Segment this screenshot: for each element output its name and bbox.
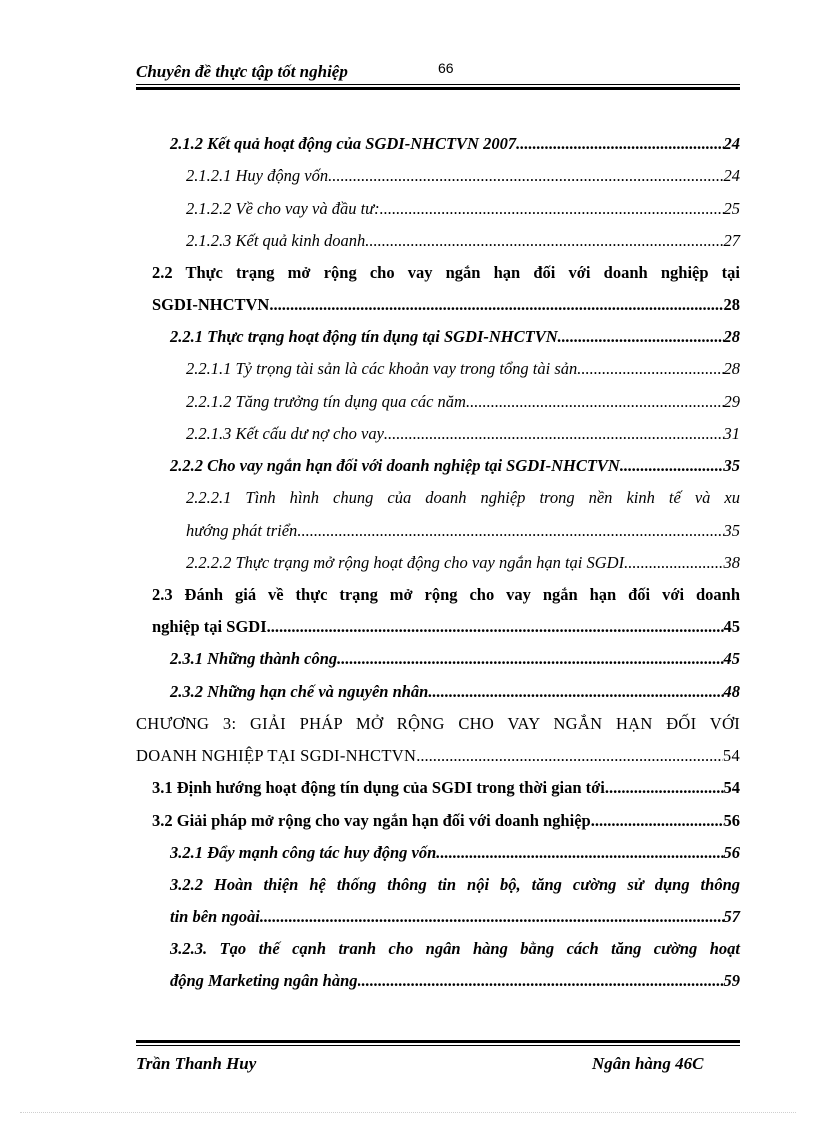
toc-leader: [264, 902, 724, 932]
toc-page: 45: [723, 649, 740, 668]
footer-rule-thick: [136, 1040, 740, 1043]
toc-entry-2-2-2-1[interactable]: [186, 516, 740, 546]
toc-entry-2-2-1-3[interactable]: [186, 419, 740, 449]
toc-leader: [624, 451, 724, 481]
header-page-number: 66: [438, 60, 454, 76]
toc-entry-2-2-1-1[interactable]: [186, 354, 740, 384]
toc-page: 54: [722, 746, 740, 765]
toc-page: 54: [723, 778, 740, 797]
toc-entry-2-2-1[interactable]: [170, 322, 740, 352]
toc-entry-3-2-1[interactable]: [170, 838, 740, 868]
toc-leader: [341, 644, 723, 674]
header-title: Chuyên đề thực tập tốt nghiệp: [136, 62, 348, 81]
toc-page: 56: [723, 811, 740, 830]
toc-label: 3.2 Giải pháp mở rộng cho vay ngắn hạn đối với doanh nghiệp.: [152, 811, 595, 830]
toc-label: nghiệp tại SGDI.: [152, 617, 271, 636]
toc-label: 2.2.1.2 Tăng trưởng tín dụng qua các năm: [186, 392, 466, 411]
toc-label: DOANH NGHIỆP TẠI SGDI-NHCTVN: [136, 746, 417, 765]
toc-label: 2.1.2.3 Kết quả kinh doanh.: [186, 231, 370, 250]
toc-leader: [380, 194, 724, 224]
toc-leader: [466, 387, 724, 417]
toc-entry-2-3-2[interactable]: [170, 677, 740, 707]
toc-entry-3-1[interactable]: [152, 773, 740, 803]
toc-entry-2-2[interactable]: [152, 290, 740, 320]
toc-leader: [595, 806, 724, 836]
toc-entry-2-2-2-2[interactable]: [186, 548, 740, 578]
toc-entry-2-1-2-2[interactable]: [186, 194, 740, 224]
toc-entry-2-2-1-2[interactable]: [186, 387, 740, 417]
page-bottom-border: [20, 1112, 796, 1113]
toc-entry-2-3-line1[interactable]: 2.3 Đánh giá về thực trạng mở rộng cho vay ngắn hạn đối với doanh: [152, 585, 740, 604]
toc-leader: [624, 548, 723, 578]
toc-label: 3.1 Định hướng hoạt động tín dụng của SGDI trong thời gian tới: [152, 778, 605, 797]
toc-page: 28: [723, 359, 740, 378]
toc-entry-3-2-2[interactable]: [170, 902, 740, 932]
toc-label: 3.2.1 Đẩy mạnh công tác huy động vốn.: [170, 843, 441, 862]
toc-label: 2.2.1.1 Tỷ trọng tài sản là các khoản vay trong tổng tài sản: [186, 359, 578, 378]
toc-entry-chapter-3-line1[interactable]: CHƯƠNG 3: GIẢI PHÁP MỞ RỘNG CHO VAY NGẮN HẠN ĐỐI VỚI: [136, 714, 740, 733]
toc-page: 35: [723, 521, 740, 540]
toc-label: 2.2.1.3 Kết cấu dư nợ cho vay: [186, 424, 384, 443]
header-rule-thin: [136, 84, 740, 85]
footer-author: Trần Thanh Huy: [136, 1054, 257, 1073]
toc-page: 28: [723, 295, 740, 314]
toc-page: 48: [723, 682, 740, 701]
toc-entry-2-2-2[interactable]: [170, 451, 740, 481]
toc-leader: [273, 290, 723, 320]
toc-page: 27: [723, 231, 740, 250]
toc-label: 2.3.2 Những hạn chế và nguyên nhân: [170, 682, 429, 701]
toc-page: 56: [723, 843, 740, 862]
toc-leader: [369, 226, 723, 256]
toc-entry-2-3-1[interactable]: [170, 644, 740, 674]
toc-page: 25: [723, 199, 740, 218]
toc-page: 28: [723, 327, 740, 346]
toc-label: 2.2.2 Cho vay ngắn hạn đối với doanh nghiệp tại SGDI-NHCTVN.: [170, 456, 624, 475]
header-rule-thick: [136, 87, 740, 90]
toc-label: hướng phát triển: [186, 521, 298, 540]
toc-page: 38: [723, 553, 740, 572]
toc-leader: [562, 322, 724, 352]
toc-leader: [416, 741, 723, 771]
toc-page: 29: [723, 392, 740, 411]
toc-entry-3-2-3-line1[interactable]: 3.2.3. Tạo thế cạnh tranh cho ngân hàng bằng cách tăng cường hoạt: [170, 939, 740, 958]
footer-class: Ngân hàng 46C: [592, 1054, 704, 1073]
toc-page: 59: [723, 971, 740, 990]
toc-entry-2-2-line1[interactable]: 2.2 Thực trạng mở rộng cho vay ngắn hạn đối với doanh nghiệp tại: [152, 263, 740, 282]
toc-entry-chapter-3[interactable]: [136, 741, 740, 771]
toc-page: 57: [723, 907, 740, 926]
toc-page: 31: [723, 424, 740, 443]
toc-entry-2-2-2-1-line1[interactable]: 2.2.2.1 Tình hình chung của doanh nghiệp trong nền kinh tế và xu: [186, 488, 740, 507]
toc-leader: [358, 966, 724, 996]
toc-entry-3-2-3[interactable]: [170, 966, 740, 996]
toc-label: 2.3.1 Những thành công.: [170, 649, 342, 668]
toc-page: 24: [723, 166, 740, 185]
toc-leader: [577, 354, 723, 384]
toc-leader: [328, 161, 723, 191]
toc-label: 2.2.2.2 Thực trạng mở rộng hoạt động cho vay ngắn hạn tại SGDI: [186, 553, 625, 572]
toc-entry-3-2[interactable]: [152, 806, 740, 836]
toc-entry-2-3[interactable]: [152, 612, 740, 642]
toc-entry-2-1-2-3[interactable]: [186, 226, 740, 256]
toc-entry-3-2-2-line1[interactable]: 3.2.2 Hoàn thiện hệ thống thông tin nội bộ, tăng cường sử dụng thông: [170, 875, 740, 894]
toc-label: 2.1.2 Kết quả hoạt động của SGDI-NHCTVN 2007: [170, 134, 517, 153]
toc-leader: [516, 129, 723, 159]
toc-leader: [297, 516, 723, 546]
toc-label: 2.2.1 Thực trạng hoạt động tín dụng tại SGDI-NHCTVN.: [170, 327, 562, 346]
toc-leader: [440, 838, 723, 868]
toc-page: 24: [723, 134, 740, 153]
toc-leader: [428, 677, 723, 707]
toc-label: tin bên ngoài.: [170, 907, 264, 926]
toc-page: 45: [723, 617, 740, 636]
toc-label: 2.1.2.2 Về cho vay và đầu tư:: [186, 199, 380, 218]
toc-label: 2.1.2.1 Huy động vốn: [186, 166, 329, 185]
footer-rule-thin: [136, 1045, 740, 1046]
toc-leader: [271, 612, 724, 642]
toc-leader: [384, 419, 724, 449]
toc-entry-2-1-2-1[interactable]: [186, 161, 740, 191]
toc-label: SGDI-NHCTVN.: [152, 295, 274, 314]
toc-page: 35: [723, 456, 740, 475]
toc-leader: [605, 773, 724, 803]
toc-label: động Marketing ngân hàng: [170, 971, 358, 990]
toc-entry-2-1-2[interactable]: [170, 129, 740, 159]
